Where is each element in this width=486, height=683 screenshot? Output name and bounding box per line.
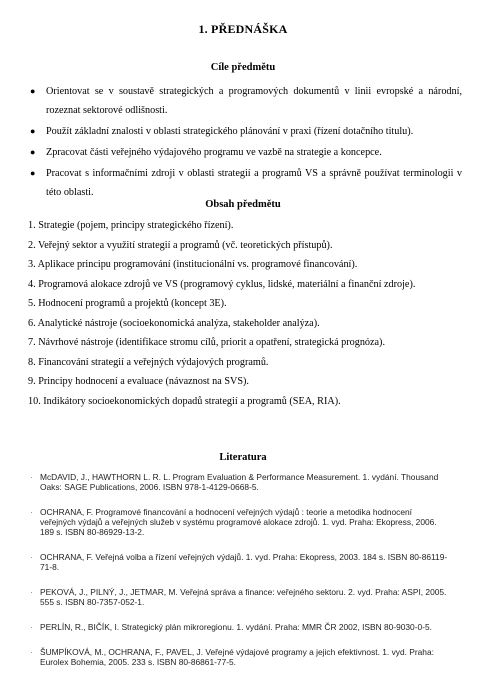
content-item: 10. Indikátory socioekonomických dopadů strategií a programů (SEA, RIA).: [28, 395, 341, 407]
content-item: 1. Strategie (pojem, principy strategického řízení).: [28, 220, 234, 231]
literature-text: PEKOVÁ, J., PILNÝ, J., JETMAR, M. Veřejná správa a finance: veřejného sektoru. 2. vyd. Praha: ASPI, 2005. 555 s. ISBN 80-7357-052-1.: [40, 587, 447, 607]
goal-text: Zpracovat části veřejného výdajového programu ve vazbě na strategie a koncepce.: [46, 147, 382, 158]
goal-item: [22, 164, 462, 202]
literature-list: [30, 472, 450, 682]
bullet-icon: ·: [30, 472, 33, 482]
lecture-title: 1. PŘEDNÁŠKA: [198, 22, 288, 36]
goals-heading: Cíle předmětu: [210, 62, 276, 73]
bullet-icon: ·: [30, 587, 33, 597]
literature-item: [30, 507, 450, 537]
content-list: [28, 216, 458, 411]
bullet-icon: ●: [30, 86, 36, 96]
bullet-icon: ·: [30, 507, 33, 517]
goals-list: [22, 82, 462, 204]
bullet-icon: ·: [30, 622, 33, 632]
goal-item: [22, 122, 462, 141]
bullet-icon: ·: [30, 647, 33, 657]
literature-item: [30, 552, 450, 572]
content-item: 2. Veřejný sektor a využití strategií a programů (vč. teoretických přístupů).: [28, 239, 333, 251]
content-item: 9. Principy hodnocení a evaluace (návaznost na SVS).: [28, 376, 249, 387]
literature-item: [30, 647, 450, 667]
literature-item: [30, 622, 450, 632]
literature-item: [30, 587, 450, 607]
content-heading: Obsah předmětu: [205, 199, 281, 210]
literature-text: PERLÍN, R., BIČÍK, I. Strategický plán mikroregionu. 1. vydání. Praha: MMR ČR 2002, ISBN 80-9030-0-5.: [40, 622, 432, 632]
goal-text: Orientovat se v soustavě strategických a programových dokumentů v linii evropské a národní, rozeznat sektorové odlišnosti.: [46, 86, 462, 116]
content-item: 5. Hodnocení programů a projektů (koncept 3E).: [28, 298, 227, 309]
goal-item: [22, 143, 462, 162]
bullet-icon: ·: [30, 552, 33, 562]
literature-text: ŠUMPÍKOVÁ, M., OCHRANA, F., PAVEL, J. Veřejné výdajové programy a jejich efektivnost. 1. vyd. Praha: Eurolex Bohemia, 2005. 233 s. ISBN 80-86861-77-5.: [40, 647, 434, 667]
literature-text: McDAVID, J., HAWTHORN L. R. L. Program Evaluation & Performance Measurement. 1. vydání. Thousand Oaks: SAGE Publications, 2006. ISBN 978-1-4129-0668-5.: [40, 472, 439, 492]
bullet-icon: ●: [30, 126, 36, 136]
literature-text: OCHRANA, F. Veřejná volba a řízení veřejných výdajů. 1. vyd. Praha: Ekopress, 2003. 184 s. ISBN 80-86119-71-8.: [40, 552, 448, 572]
bullet-icon: ●: [30, 168, 36, 178]
goal-text: Použít základní znalosti v oblasti strategického plánování v praxi (řízení dotačního titulu).: [46, 126, 414, 137]
literature-text: OCHRANA, F. Programové financování a hodnocení veřejných výdajů : teorie a metodika hodnocení veřejných výdajů a veřejných služeb v systému programové alokace zdrojů. 1. vyd. Praha: Ekopress, 2006. 189 s. ISBN 80-86929-13-2.: [40, 507, 437, 537]
bullet-icon: ●: [30, 147, 36, 157]
content-item: 7. Návrhové nástroje (identifikace stromu cílů, priorit a opatření, strategická prognóza).: [28, 337, 386, 348]
content-item: 6. Analytické nástroje (socioekonomická analýza, stakeholder analýza).: [28, 317, 320, 329]
goal-item: [22, 82, 462, 120]
content-item: 8. Financování strategií a veřejných výdajových programů.: [28, 356, 269, 368]
goal-text: Pracovat s informačními zdroji v oblasti strategií a programů VS a správně používat terminologii v této oblasti.: [46, 168, 462, 198]
content-item: 3. Aplikace principu programování (institucionální vs. programové financování).: [28, 259, 358, 270]
content-item: 4. Programová alokace zdrojů ve VS (programový cyklus, lidské, materiální a finanční zdroje).: [28, 278, 416, 290]
literature-heading: Literatura: [219, 452, 267, 463]
literature-item: [30, 472, 450, 492]
